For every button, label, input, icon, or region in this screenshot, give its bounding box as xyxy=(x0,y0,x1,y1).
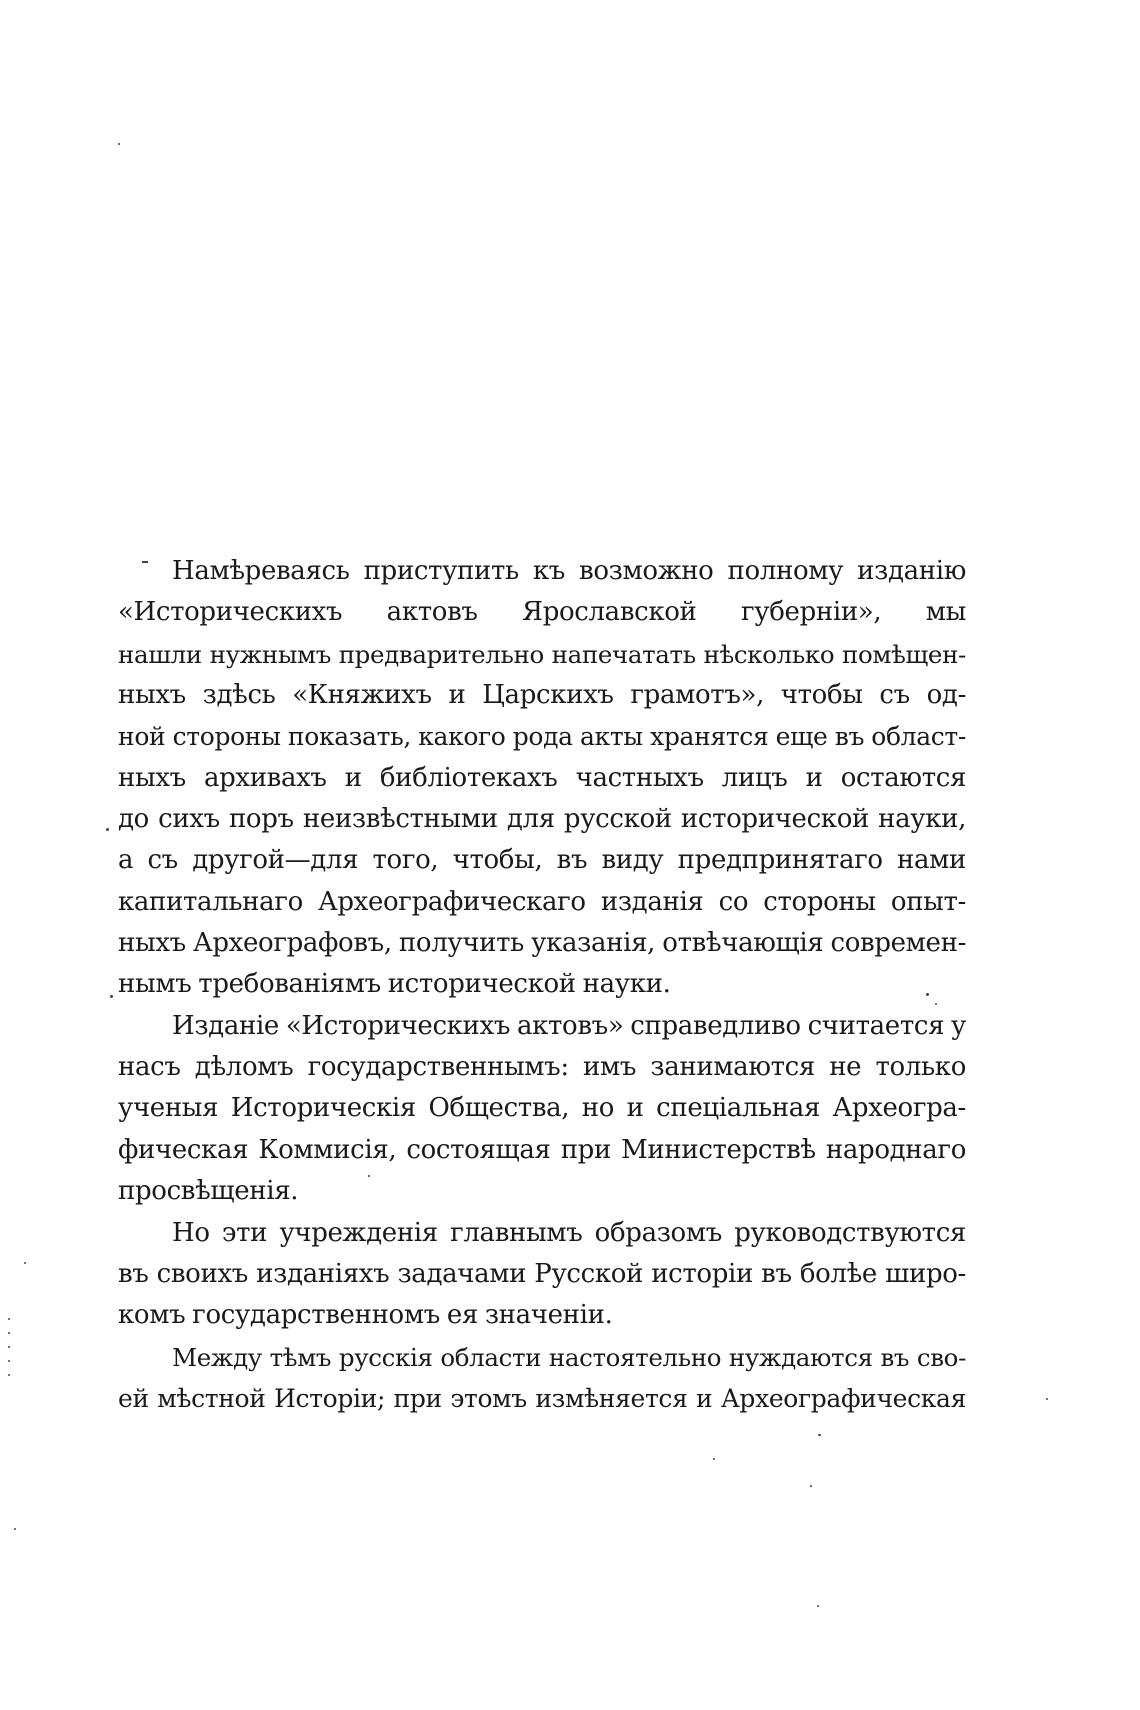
paragraph-4 xyxy=(118,1337,966,1420)
scan-speck xyxy=(8,1360,10,1362)
text-line: Намѣреваясь приступить къ возможно полному изданію xyxy=(172,556,966,586)
text-line: ной стороны показать, какого рода акты хранятся еще въ област- xyxy=(118,722,966,752)
text-line: ученыя Историческія Общества, но и спеціальная Археогра- xyxy=(118,1093,966,1124)
text-line: ныхъ здѣсь «Княжихъ и Царскихъ грамотъ», чтобы съ од- xyxy=(118,680,966,711)
scan-speck xyxy=(8,1374,10,1376)
body-text xyxy=(118,551,966,1419)
scan-speck xyxy=(817,1605,819,1607)
paragraph-3 xyxy=(118,1213,966,1337)
text-line: комъ государственномъ ея значеніи. xyxy=(118,1300,613,1331)
text-line: ей мѣстной Исторіи; при этомъ измѣняется и Археографическая xyxy=(118,1383,966,1413)
paragraph-2 xyxy=(118,1006,966,1213)
text-line: до сихъ поръ неизвѣстными для русской исторической науки, xyxy=(118,804,966,835)
scan-speck xyxy=(818,1434,821,1436)
text-line: Изданіе «Историческихъ актовъ» справедливо считается у xyxy=(172,1010,966,1041)
scan-speck xyxy=(110,995,113,998)
scan-speck xyxy=(8,1332,10,1334)
text-line: капитальнаго Археографическаго изданія со стороны опыт- xyxy=(118,886,966,917)
scan-speck xyxy=(118,143,120,145)
text-line: насъ дѣломъ государственнымъ: имъ занимаются не только xyxy=(118,1052,966,1083)
text-line: просвѣщенія. xyxy=(118,1176,299,1207)
text-line: фическая Коммисія, состоящая при Министерствѣ народнаго xyxy=(118,1134,966,1165)
text-line: Но эти учрежденія главнымъ образомъ руководствуются xyxy=(172,1217,966,1248)
text-line: Между тѣмъ русскія области настоятельно нуждаются въ сво- xyxy=(172,1342,966,1372)
text-line: ныхъ Археографовъ, получить указанія, отвѣчающія современ- xyxy=(118,928,966,959)
text-line: нашли нужнымъ предварительно напечатать нѣсколько помѣщен- xyxy=(118,639,966,669)
text-line: нымъ требованіямъ исторической науки. xyxy=(118,969,671,1000)
scan-speck xyxy=(8,1346,10,1348)
scan-speck xyxy=(935,1003,937,1005)
scan-speck xyxy=(8,1318,10,1320)
scan-speck xyxy=(368,1175,370,1177)
scan-speck xyxy=(24,1262,26,1264)
text-line: а съ другой—для того, чтобы, въ виду предпринятаго нами xyxy=(118,845,966,876)
paragraph-1 xyxy=(118,551,966,1006)
scan-speck xyxy=(810,1485,812,1487)
scan-speck xyxy=(14,1528,16,1530)
scan-speck xyxy=(713,1458,715,1460)
scan-speck xyxy=(142,561,148,563)
text-line: въ своихъ изданіяхъ задачами Русской исторіи въ болѣе широ- xyxy=(118,1258,966,1289)
scan-speck xyxy=(1046,1398,1048,1400)
scan-speck xyxy=(926,993,929,996)
text-line: «Историческихъ актовъ Ярославской губерніи», мы xyxy=(118,597,966,628)
scan-speck xyxy=(106,828,109,831)
text-line: ныхъ архивахъ и библіотекахъ частныхъ лицъ и остаются xyxy=(118,762,966,793)
